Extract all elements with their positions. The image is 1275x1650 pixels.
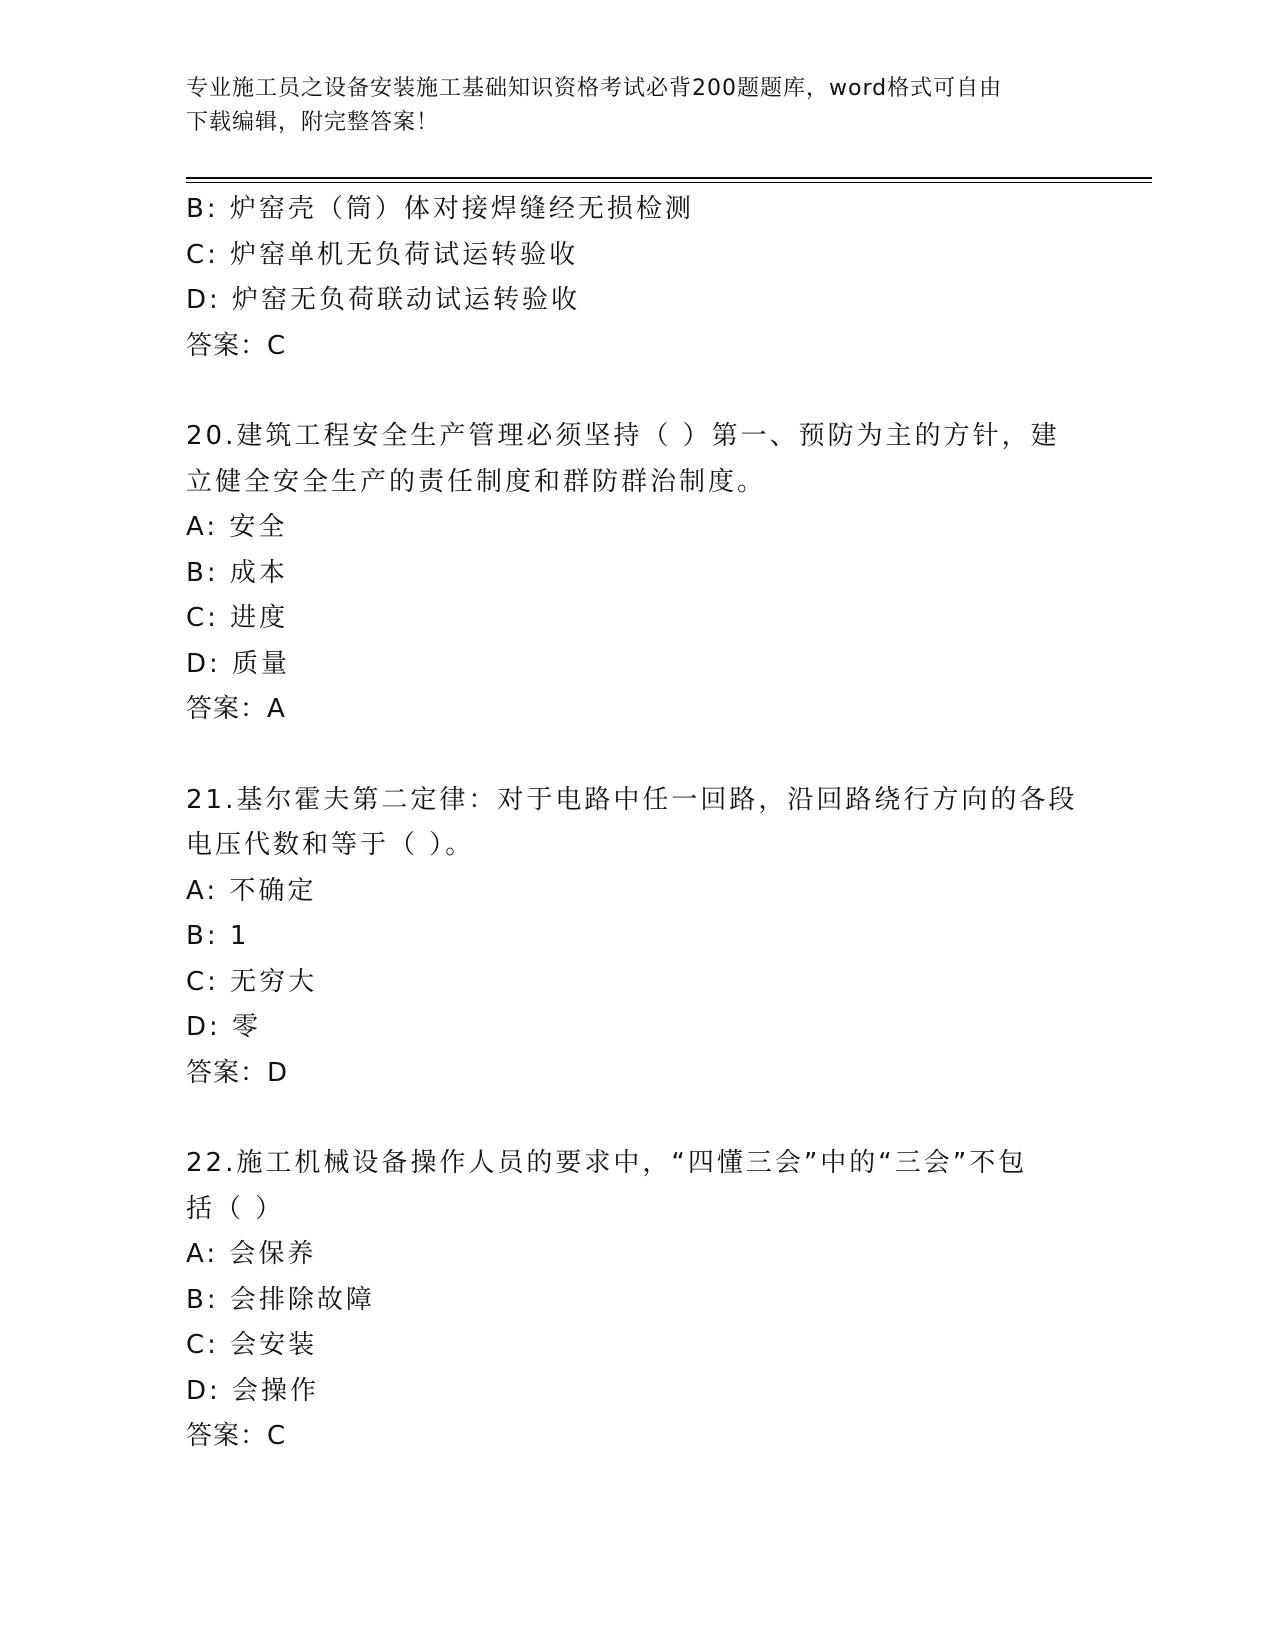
question-22 (186, 1141, 1086, 1460)
option-c: C: 炉窑单机无负荷试运转验收 (186, 239, 579, 270)
option-b: B: 会排除故障 (186, 1284, 375, 1315)
header-line-1: 专业施工员之设备安装施工基础知识资格考试必背200题题库，word格式可自由 (186, 76, 1003, 101)
option-d: D: 炉窑无负荷联动试运转验收 (186, 285, 581, 315)
option-a: A: 会保养 (186, 1239, 317, 1269)
answer: 答案：D (186, 1057, 289, 1088)
spacer (186, 733, 1086, 778)
option-c: C: 会安装 (186, 1330, 318, 1360)
option-b: B: 炉窑壳（筒）体对接焊缝经无损检测 (186, 194, 694, 224)
question-20 (186, 414, 1086, 733)
question-text-cont: 电压代数和等于（ ）。 (186, 830, 475, 860)
option-d: D: 质量 (186, 648, 291, 679)
question-19-tail (186, 187, 1086, 369)
option-c: C: 进度 (186, 603, 289, 633)
option-b: B: 成本 (186, 557, 288, 588)
question-text-cont: 立健全安全生产的责任制度和群防群治制度。 (186, 466, 767, 497)
header-line-2: 下载编辑，附完整答案！ (186, 110, 440, 135)
question-text-cont: 括（ ） (186, 1193, 285, 1224)
spacer (186, 369, 1086, 414)
option-b: B: 1 (186, 921, 250, 951)
header-rule-thick (186, 177, 1152, 179)
answer: 答案：C (186, 330, 287, 361)
answer: 答案：C (186, 1421, 287, 1451)
spacer (186, 1096, 1086, 1141)
option-d: D: 会操作 (186, 1375, 320, 1406)
option-c: C: 无穷大 (186, 966, 318, 997)
question-text: 20.建筑工程安全生产管理必须坚持（ ）第一、预防为主的方针，建 (186, 421, 1060, 451)
question-text: 21.基尔霍夫第二定律：对于电路中任一回路，沿回路绕行方向的各段 (186, 784, 1078, 815)
option-a: A: 不确定 (186, 875, 317, 906)
header-rule-thin (186, 182, 1152, 183)
question-text: 22.施工机械设备操作人员的要求中，“四懂三会”中的“三会”不包 (186, 1148, 1028, 1178)
answer: 答案：A (186, 694, 286, 724)
question-21 (186, 778, 1086, 1097)
option-a: A: 安全 (186, 512, 288, 542)
question-list (186, 187, 1086, 1460)
option-d: D: 零 (186, 1012, 262, 1042)
document-header (186, 72, 1066, 140)
